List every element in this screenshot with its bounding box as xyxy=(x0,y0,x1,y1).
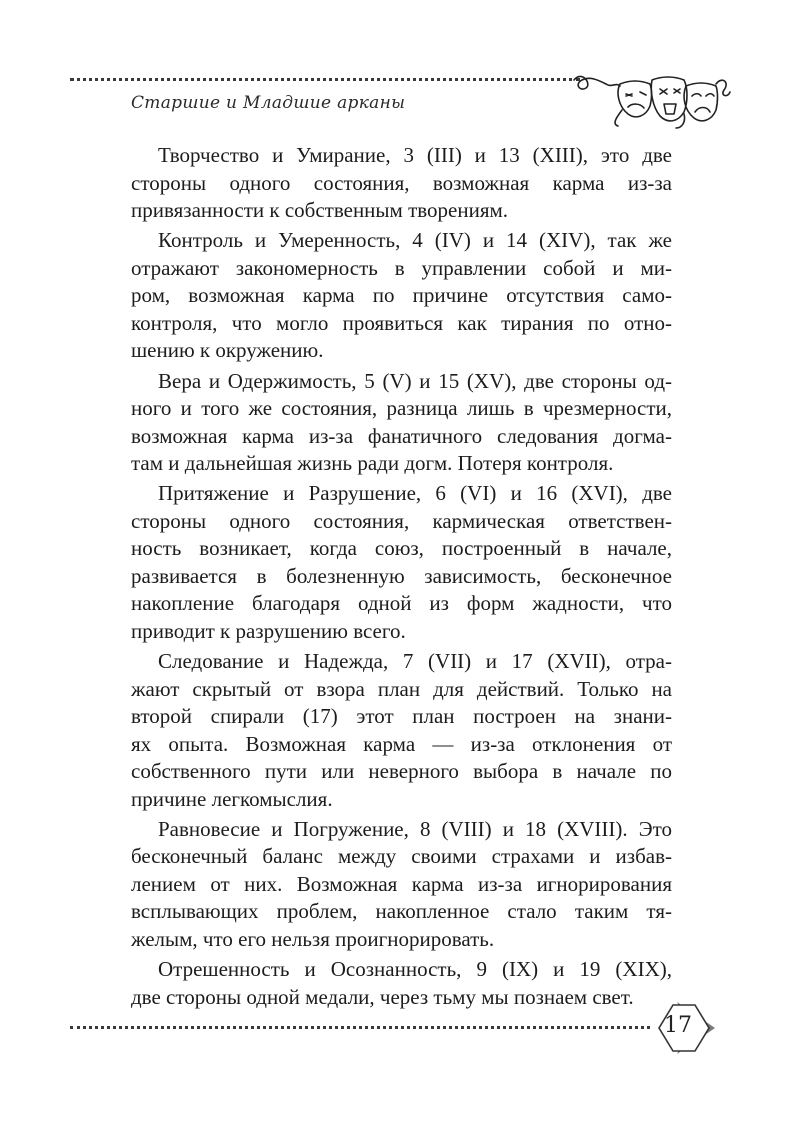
page-number: 17 xyxy=(664,1013,692,1038)
header-dotted-rule xyxy=(70,78,580,81)
paragraph-line: шению к окружению. xyxy=(131,338,324,363)
paragraph-line: развивается в болезненную зависимость, бесконечное xyxy=(131,563,672,588)
footer-dotted-rule xyxy=(70,1026,650,1029)
paragraph-line: стороны одного состояния, возможная карма из-за xyxy=(131,170,672,195)
paragraph-line: Равновесие и Погружение, 8 (VIII) и 18 (XVIII). Это xyxy=(158,816,672,841)
paragraph-line: ного и того же состояния, разница лишь в чрезмерности, xyxy=(131,396,672,421)
paragraph-line: Вера и Одержимость, 5 (V) и 15 (XV), две стороны од- xyxy=(158,368,672,393)
paragraph-line: всплывающих проблем, накопленное стало таким тя- xyxy=(131,899,672,924)
paragraph xyxy=(131,816,672,954)
paragraph xyxy=(131,480,672,645)
paragraph-line: там и дальнейшая жизнь ради догм. Потеря контроля. xyxy=(131,451,614,476)
paragraph-line: ях опыта. Возможная карма — из-за отклонения от xyxy=(131,731,672,756)
paragraph-line: Творчество и Умирание, 3 (III) и 13 (XIII), это две xyxy=(158,143,672,167)
paragraph-line: лением от них. Возможная карма из-за игнорирования xyxy=(131,871,672,896)
paragraph xyxy=(131,142,672,225)
paragraph-line: возможная карма из-за фанатичного следования догма- xyxy=(131,423,672,448)
running-title: Старшие и Младшие арканы xyxy=(131,93,406,113)
paragraph-line: желым, что его нельзя проигнорировать. xyxy=(131,926,495,951)
paragraph-line: отражают закономерность в управлении собой и ми- xyxy=(131,255,672,280)
paragraph xyxy=(131,956,672,1011)
paragraph xyxy=(131,227,672,365)
paragraph-line: собственного пути или неверного выбора в начале по xyxy=(131,759,672,784)
paragraph-line: причине легкомыслия. xyxy=(131,786,333,811)
paragraph-line: второй спирали (17) этот план построен на знани- xyxy=(131,704,672,729)
paragraph-line: приводит к разрушению всего. xyxy=(131,618,406,643)
paragraph-line: жают скрытый от взора план для действий. Только на xyxy=(131,676,672,701)
paragraph-line: Следование и Надежда, 7 (VII) и 17 (XVII), отра- xyxy=(158,649,672,674)
paragraph-line: ром, возможная карма по причине отсутствия само- xyxy=(131,283,672,308)
paragraph-line: две стороны одной медали, через тьму мы познаем свет. xyxy=(131,984,634,1009)
paragraph-line: привязанности к собственным творениям. xyxy=(131,198,509,222)
theater-masks-icon xyxy=(572,62,732,134)
paragraph xyxy=(131,368,672,478)
paragraph-line: Контроль и Умеренность, 4 (IV) и 14 (XIV), так же xyxy=(158,228,672,253)
paragraph-line: контроля, что могло проявиться как тирания по отно- xyxy=(131,310,672,335)
paragraph-line: ность возникает, когда союз, построенный в начале, xyxy=(131,536,672,561)
paragraph xyxy=(131,648,672,813)
paragraph-line: бесконечный баланс между своими страхами и избав- xyxy=(131,844,672,869)
paragraph-line: Притяжение и Разрушение, 6 (VI) и 16 (XVI), две xyxy=(158,481,672,506)
paragraph-line: стороны одного состояния, кармическая ответствен- xyxy=(131,508,672,533)
body-text xyxy=(131,142,672,1014)
paragraph-line: накопление благодаря одной из форм жадности, что xyxy=(131,591,672,616)
paragraph-line: Отрешенность и Осознанность, 9 (IX) и 19 (XIX), xyxy=(158,957,672,982)
